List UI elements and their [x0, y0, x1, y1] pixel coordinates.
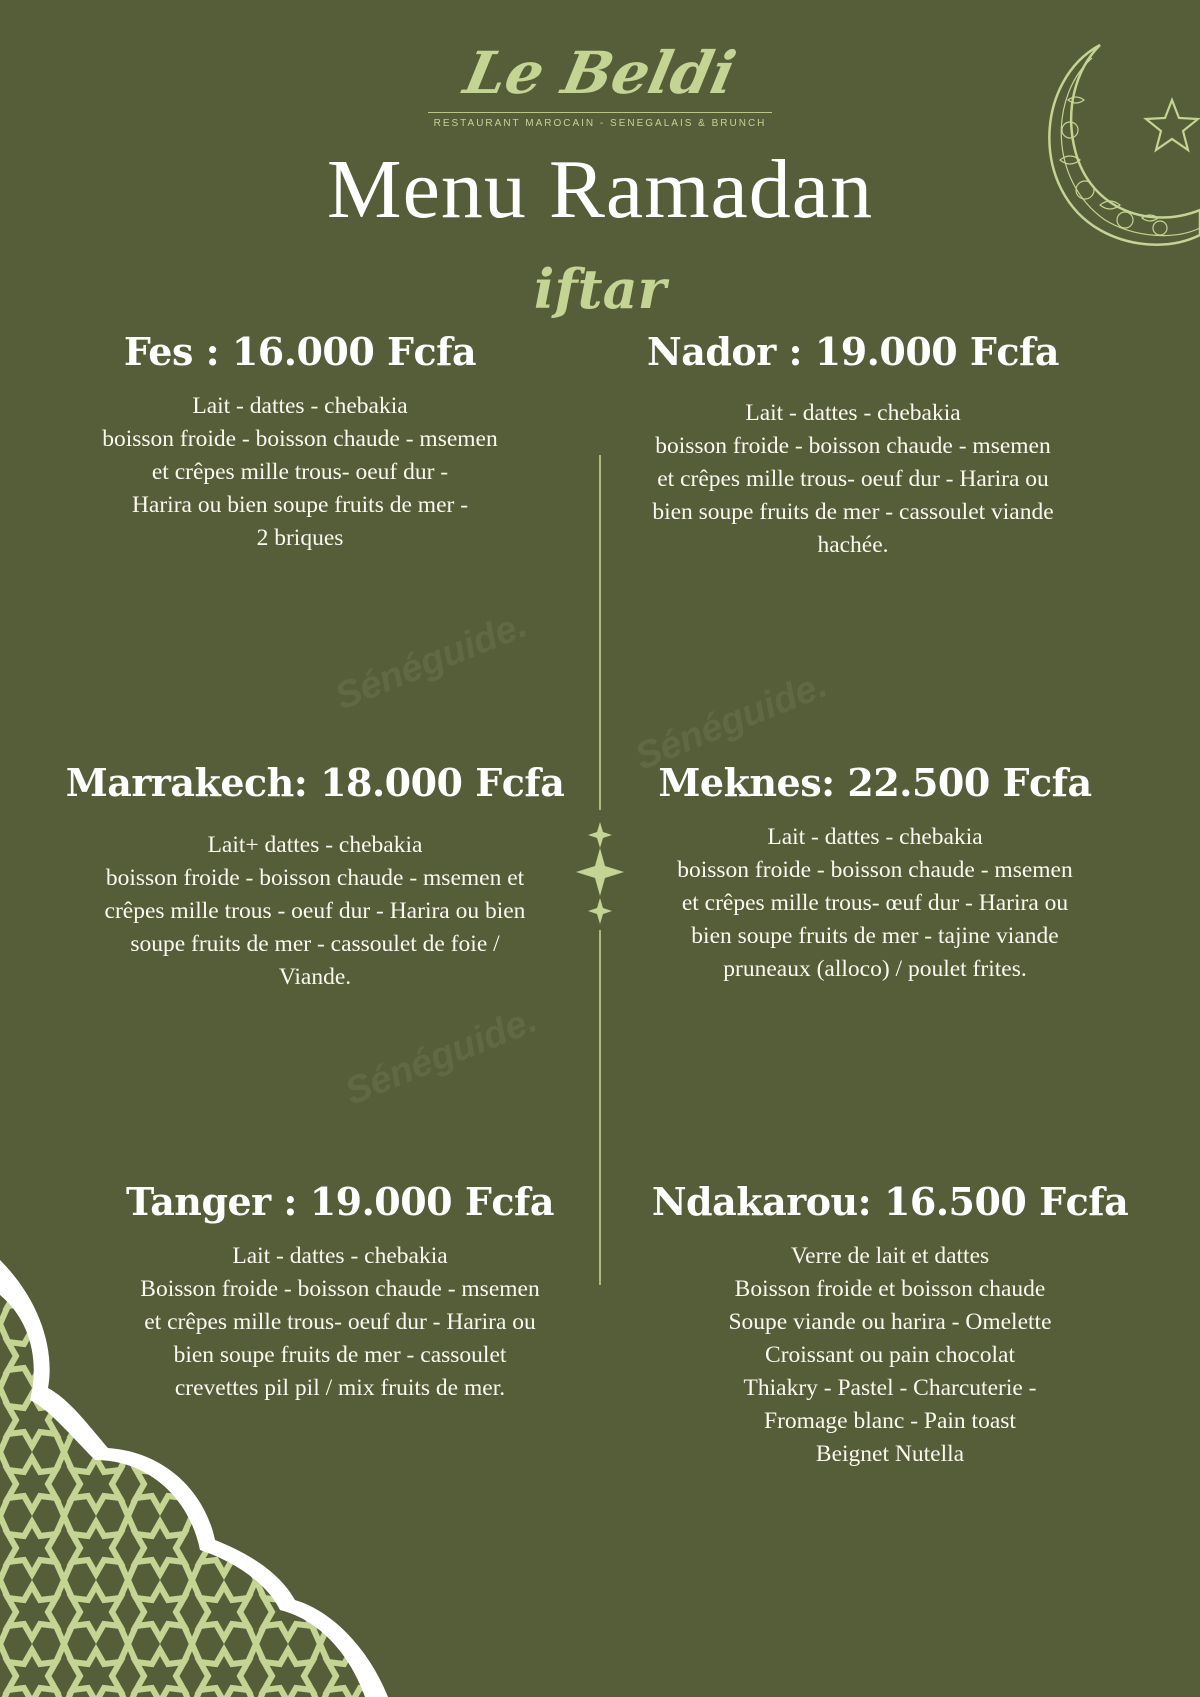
menu-line: bien soupe fruits de mer - tajine viande	[691, 923, 1059, 949]
restaurant-logo	[420, 36, 780, 129]
menu-line: et crêpes mille trous- œuf dur - Harira ou	[681, 890, 1069, 916]
menu-line: Beignet Nutella	[815, 1441, 965, 1467]
menu-line: bien soupe fruits de mer - cassoulet viande	[652, 499, 1054, 525]
menu-line: Fromage blanc - Pain toast	[764, 1408, 1016, 1434]
watermark: Sénéguide.	[329, 603, 534, 719]
watermark: Sénéguide.	[629, 663, 834, 779]
menu-line: Thiakry - Pastel - Charcuterie -	[743, 1375, 1037, 1401]
menu-line: bien soupe fruits de mer - cassoulet	[173, 1342, 507, 1368]
menu-line: Verre de lait et dattes	[790, 1243, 990, 1269]
menu-line: boisson froide - boisson chaude - msemen	[102, 426, 498, 452]
menu-name: Fes : 16.000 Fcfa	[123, 329, 477, 374]
moroccan-pattern-corner	[0, 1260, 400, 1697]
menu-line: et crêpes mille trous- oeuf dur - Harira ou	[144, 1309, 536, 1335]
menu-line: Lait - dattes - chebakia	[232, 1243, 448, 1269]
menu-line: Lait - dattes - chebakia	[767, 824, 983, 850]
menu-marrakech	[40, 757, 590, 994]
menu-name: Ndakarou: 16.500 Fcfa	[651, 1179, 1129, 1224]
menu-line: boisson froide - boisson chaude - msemen	[655, 433, 1051, 459]
menu-line: et crêpes mille trous- oeuf dur -	[151, 459, 449, 485]
menu-description	[40, 390, 560, 555]
brand-name: Le Beldi	[458, 39, 742, 107]
menu-line: hachée.	[817, 532, 889, 558]
menu-line: Boisson froide et boisson chaude	[734, 1276, 1046, 1302]
page-subtitle: iftar	[533, 257, 667, 321]
menu-line: Soupe viande ou harira - Omelette	[728, 1309, 1052, 1335]
menu-fes	[40, 326, 560, 555]
menu-line: Lait+ dattes - chebakia	[207, 832, 423, 858]
menu-line: boisson froide - boisson chaude - msemen et	[105, 865, 525, 891]
watermark: Sénéguide.	[339, 998, 544, 1114]
menu-line: Lait - dattes - chebakia	[192, 393, 408, 419]
menu-description	[593, 397, 1113, 562]
page-title: Menu Ramadan	[326, 143, 874, 236]
menu-line: Boisson froide - boisson chaude - msemen	[140, 1276, 540, 1302]
menu-description	[615, 821, 1135, 986]
menu-line: Viande.	[278, 964, 352, 990]
menu-line: soupe fruits de mer - cassoulet de foie /	[130, 931, 500, 957]
menu-name: Tanger : 19.000 Fcfa	[126, 1179, 554, 1224]
menu-line: et crêpes mille trous- oeuf dur - Harira ou	[657, 466, 1049, 492]
logo-divider	[428, 112, 772, 113]
menu-description	[40, 829, 590, 994]
menu-nador	[593, 326, 1113, 562]
menu-line: Croissant ou pain chocolat	[765, 1342, 1015, 1368]
menu-ndakarou	[630, 1176, 1150, 1471]
menu-name: Meknes: 22.500 Fcfa	[658, 760, 1092, 805]
menu-line: Lait - dattes - chebakia	[745, 400, 961, 426]
menu-line: crevettes pil pil / mix fruits de mer.	[174, 1375, 506, 1401]
menu-line: Harira ou bien soupe fruits de mer -	[131, 492, 469, 518]
menu-description	[630, 1240, 1150, 1471]
menu-line: pruneaux (alloco) / poulet frites.	[723, 956, 1027, 982]
menu-name: Nador : 19.000 Fcfa	[646, 329, 1060, 374]
menu-line: crêpes mille trous - oeuf dur - Harira ou bien	[104, 898, 526, 924]
brand-tagline: RESTAURANT MAROCAIN - SENEGALAIS & BRUNCH	[433, 118, 767, 129]
menu-meknes	[615, 757, 1135, 986]
menu-name: Marrakech: 18.000 Fcfa	[65, 760, 565, 805]
menu-line: 2 briques	[256, 525, 344, 551]
menu-line: boisson froide - boisson chaude - msemen	[677, 857, 1073, 883]
